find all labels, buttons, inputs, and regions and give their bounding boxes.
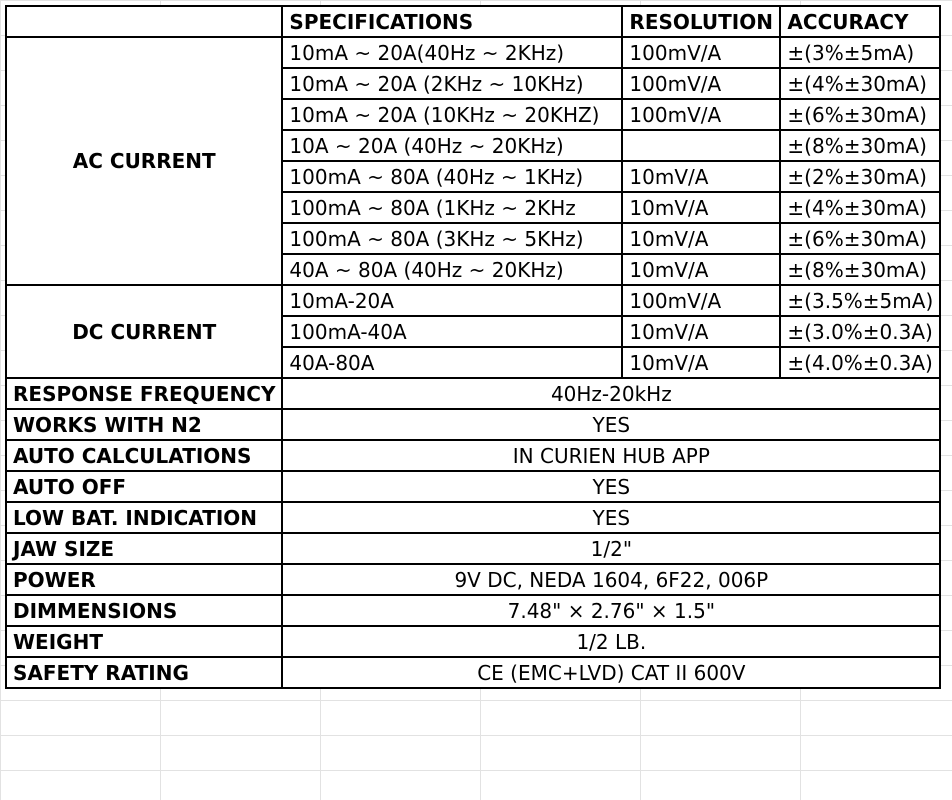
row-label: AUTO CALCULATIONS	[6, 440, 282, 471]
row-value: YES	[282, 502, 940, 533]
table-row	[6, 502, 940, 533]
row-value: 1/2 LB.	[282, 626, 940, 657]
table-row	[6, 657, 940, 688]
row-label: LOW BAT. INDICATION	[6, 502, 282, 533]
row-label: WEIGHT	[6, 626, 282, 657]
accuracy-cell: ±(6%±30mA)	[780, 99, 940, 130]
accuracy-cell: ±(3.5%±5mA)	[780, 285, 940, 316]
resolution-cell: 10mV/A	[622, 254, 780, 285]
row-label: SAFETY RATING	[6, 657, 282, 688]
row-value: 7.48" × 2.76" × 1.5"	[282, 595, 940, 626]
row-value: 9V DC, NEDA 1604, 6F22, 006P	[282, 564, 940, 595]
accuracy-cell: ±(4%±30mA)	[780, 68, 940, 99]
row-value: 1/2"	[282, 533, 940, 564]
spec-cell: 10A ~ 20A (40Hz ~ 20KHz)	[282, 130, 622, 161]
resolution-cell: 10mV/A	[622, 316, 780, 347]
dc-current-label: DC CURRENT	[6, 285, 282, 378]
row-label: AUTO OFF	[6, 471, 282, 502]
header-resolution: RESOLUTION	[622, 6, 780, 37]
table-row	[6, 564, 940, 595]
header-blank-cell	[6, 6, 282, 37]
accuracy-cell: ±(4.0%±0.3A)	[780, 347, 940, 378]
resolution-cell: 100mV/A	[622, 68, 780, 99]
header-accuracy: ACCURACY	[780, 6, 940, 37]
resolution-cell: 10mV/A	[622, 347, 780, 378]
spec-cell: 40A ~ 80A (40Hz ~ 20KHz)	[282, 254, 622, 285]
accuracy-cell: ±(6%±30mA)	[780, 223, 940, 254]
table-row	[6, 409, 940, 440]
row-label: WORKS WITH N2	[6, 409, 282, 440]
accuracy-cell: ±(3.0%±0.3A)	[780, 316, 940, 347]
table-row	[6, 440, 940, 471]
spec-cell: 10mA ~ 20A (10KHz ~ 20KHZ)	[282, 99, 622, 130]
accuracy-cell: ±(8%±30mA)	[780, 130, 940, 161]
header-row	[6, 6, 940, 37]
spec-cell: 40A-80A	[282, 347, 622, 378]
table-row	[6, 37, 940, 68]
table-row	[6, 471, 940, 502]
row-label: POWER	[6, 564, 282, 595]
header-specifications: SPECIFICATIONS	[282, 6, 622, 37]
row-value: YES	[282, 409, 940, 440]
table-row	[6, 378, 940, 409]
row-label: JAW SIZE	[6, 533, 282, 564]
table-row	[6, 595, 940, 626]
accuracy-cell: ±(2%±30mA)	[780, 161, 940, 192]
spec-cell: 100mA-40A	[282, 316, 622, 347]
spec-cell: 100mA ~ 80A (3KHz ~ 5KHz)	[282, 223, 622, 254]
table-row	[6, 285, 940, 316]
resolution-cell: 100mV/A	[622, 99, 780, 130]
accuracy-cell: ±(4%±30mA)	[780, 192, 940, 223]
resolution-cell: 100mV/A	[622, 285, 780, 316]
spec-cell: 100mA ~ 80A (1KHz ~ 2KHz	[282, 192, 622, 223]
resolution-cell: 10mV/A	[622, 223, 780, 254]
resolution-cell: 100mV/A	[622, 37, 780, 68]
accuracy-cell: ±(3%±5mA)	[780, 37, 940, 68]
spec-cell: 10mA ~ 20A (2KHz ~ 10KHz)	[282, 68, 622, 99]
accuracy-cell: ±(8%±30mA)	[780, 254, 940, 285]
ac-current-label: AC CURRENT	[6, 37, 282, 285]
resolution-cell: 10mV/A	[622, 192, 780, 223]
row-value: YES	[282, 471, 940, 502]
row-value: CE (EMC+LVD) CAT II 600V	[282, 657, 940, 688]
row-label: RESPONSE FREQUENCY	[6, 378, 282, 409]
spec-cell: 10mA ~ 20A(40Hz ~ 2KHz)	[282, 37, 622, 68]
row-label: DIMMENSIONS	[6, 595, 282, 626]
table-row	[6, 533, 940, 564]
table-row	[6, 626, 940, 657]
resolution-cell	[622, 130, 780, 161]
row-value: IN CURIEN HUB APP	[282, 440, 940, 471]
row-value: 40Hz-20kHz	[282, 378, 940, 409]
spec-cell: 10mA-20A	[282, 285, 622, 316]
resolution-cell: 10mV/A	[622, 161, 780, 192]
spec-table	[5, 5, 941, 689]
spec-cell: 100mA ~ 80A (40Hz ~ 1KHz)	[282, 161, 622, 192]
